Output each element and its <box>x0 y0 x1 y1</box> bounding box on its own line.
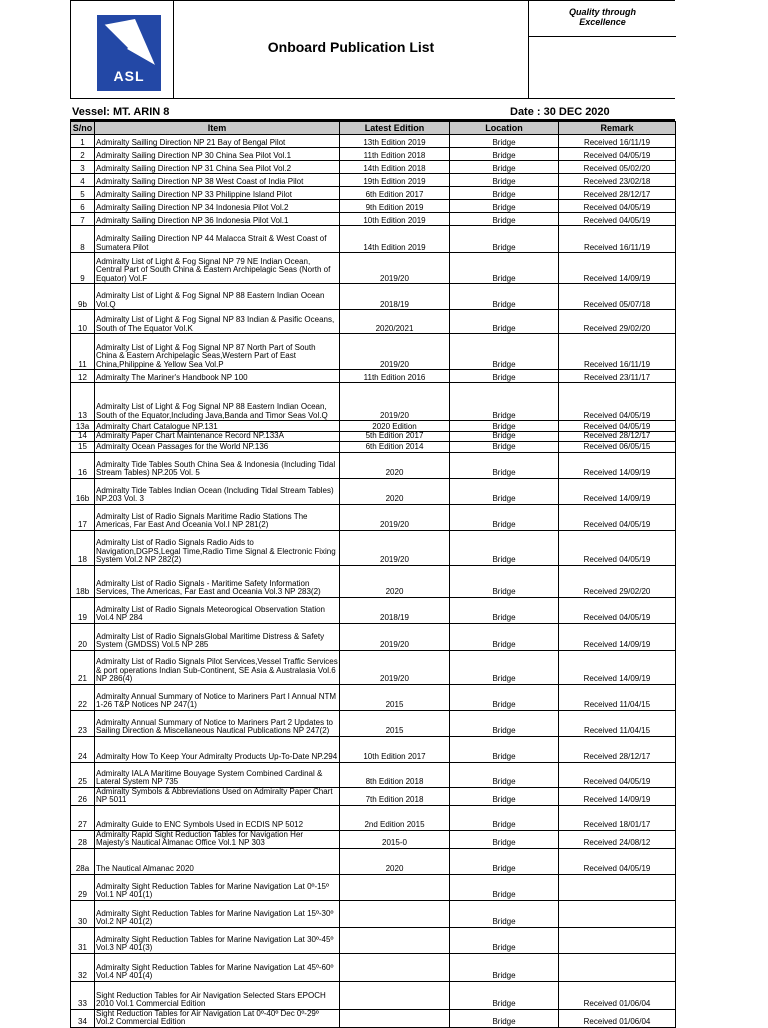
cell-location: Bridge <box>450 623 559 650</box>
cell-location: Bridge <box>450 874 559 900</box>
cell-sno: 18b <box>71 565 95 597</box>
cell-sno: 5 <box>71 187 95 200</box>
cell-sno: 3 <box>71 161 95 174</box>
cell-item: Admiralty Sailing Direction NP 34 Indonesia Pilot Vol.2 <box>95 200 340 213</box>
cell-edition: 2018/19 <box>340 284 450 310</box>
cell-item: Admiralty Sight Reduction Tables for Marine Navigation Lat 45º-60º Vol.4 NP 401(4) <box>95 953 340 981</box>
cell-edition: 7th Edition 2018 <box>340 787 450 805</box>
cell-location: Bridge <box>450 927 559 953</box>
cell-item: Admiralty Sailing Direction NP 44 Malacca Strait & West Coast of Sumatera Pilot <box>95 226 340 253</box>
cell-sno: 16b <box>71 478 95 504</box>
table-row <box>71 213 676 226</box>
cell-location: Bridge <box>450 597 559 623</box>
cell-edition: 10th Edition 2019 <box>340 213 450 226</box>
cell-remark: Received 24/08/12 <box>559 830 676 848</box>
table-row <box>71 597 676 623</box>
cell-remark: Received 16/11/19 <box>559 226 676 253</box>
cell-sno: 7 <box>71 213 95 226</box>
table-row <box>71 874 676 900</box>
cell-remark: Received 04/05/19 <box>559 421 676 432</box>
quality-line-2: Excellence <box>579 17 626 27</box>
cell-item: Admiralty Sight Reduction Tables for Marine Navigation Lat 15º-30º Vol.2 NP 401(2) <box>95 900 340 927</box>
table-row <box>71 565 676 597</box>
cell-edition: 6th Edition 2017 <box>340 187 450 200</box>
cell-location: Bridge <box>450 310 559 334</box>
cell-sno: 28 <box>71 830 95 848</box>
cell-item: Admiralty Sight Reduction Tables for Marine Navigation Lat 30º-45º Vol.3 NP 401(3) <box>95 927 340 953</box>
cell-item: Admiralty List of Radio Signals - Maritime Safety Information Services, The Americas, Far East and Oceania Vol.3 NP 283(2) <box>95 565 340 597</box>
cell-location: Bridge <box>450 161 559 174</box>
cell-item: Admiralty List of Light & Fog Signal NP 88 Eastern Indian Ocean Vol.Q <box>95 284 340 310</box>
cell-location: Bridge <box>450 650 559 684</box>
cell-item: Sight Reduction Tables for Air Navigation Selected Stars EPOCH 2010 Vol.1 Commercial Edition <box>95 981 340 1009</box>
table-row <box>71 684 676 710</box>
table-row <box>71 452 676 478</box>
cell-location: Bridge <box>450 441 559 452</box>
cell-edition <box>340 900 450 927</box>
cell-location: Bridge <box>450 253 559 284</box>
cell-remark: Received 04/05/19 <box>559 213 676 226</box>
cell-sno: 27 <box>71 805 95 830</box>
cell-remark: Received 05/02/20 <box>559 161 676 174</box>
cell-item: Admiralty Sailing Direction NP 38 West Coast of India Pilot <box>95 174 340 187</box>
table-row <box>71 135 676 148</box>
cell-remark: Received 05/07/18 <box>559 284 676 310</box>
cell-item: Admiralty Symbols & Abbreviations Used on Admiralty Paper Chart NP 5011 <box>95 787 340 805</box>
table-row <box>71 148 676 161</box>
table-header-row <box>71 122 676 135</box>
cell-remark: Received 28/12/17 <box>559 187 676 200</box>
table-row <box>71 200 676 213</box>
table-row <box>71 284 676 310</box>
cell-edition <box>340 874 450 900</box>
cell-location: Bridge <box>450 848 559 874</box>
cell-location: Bridge <box>450 226 559 253</box>
table-row <box>71 787 676 805</box>
cell-remark: Received 16/11/19 <box>559 334 676 370</box>
cell-remark: Received 14/09/19 <box>559 787 676 805</box>
cell-location: Bridge <box>450 981 559 1009</box>
cell-sno: 10 <box>71 310 95 334</box>
cell-location: Bridge <box>450 174 559 187</box>
cell-edition: 14th Edition 2018 <box>340 161 450 174</box>
cell-item: Admiralty Sailling Direction NP 21 Bay of Bengal Pilot <box>95 135 340 148</box>
company-logo <box>97 15 161 91</box>
cell-remark <box>559 927 676 953</box>
cell-remark: Received 29/02/20 <box>559 565 676 597</box>
cell-sno: 31 <box>71 927 95 953</box>
cell-location: Bridge <box>450 135 559 148</box>
cell-item: Admiralty List of Light & Fog Signal NP 87 North Part of South China & Eastern Archipelagic Seas,Western Part of East China,Philippine & Yellow Sea Vol.P <box>95 334 340 370</box>
cell-item: Admiralty List of Radio Signals Meteorogical Observation Station Vol.4 NP 284 <box>95 597 340 623</box>
table-row <box>71 710 676 736</box>
col-header-edition: Latest Edition <box>340 122 450 135</box>
table-row <box>71 981 676 1009</box>
cell-edition: 14th Edition 2019 <box>340 226 450 253</box>
cell-sno: 9b <box>71 284 95 310</box>
cell-location: Bridge <box>450 148 559 161</box>
cell-edition: 2020 <box>340 848 450 874</box>
table-row <box>71 504 676 530</box>
cell-sno: 12 <box>71 370 95 383</box>
table-row <box>71 310 676 334</box>
cell-sno: 34 <box>71 1009 95 1027</box>
cell-sno: 20 <box>71 623 95 650</box>
cell-sno: 24 <box>71 736 95 762</box>
cell-edition: 2020 <box>340 565 450 597</box>
cell-sno: 1 <box>71 135 95 148</box>
cell-edition: 2019/20 <box>340 504 450 530</box>
table-row <box>71 161 676 174</box>
cell-location: Bridge <box>450 565 559 597</box>
cell-sno: 15 <box>71 441 95 452</box>
cell-item: Admiralty Sailing Direction NP 31 China Sea Pilot Vol.2 <box>95 161 340 174</box>
table-row <box>71 334 676 370</box>
cell-remark: Received 04/05/19 <box>559 848 676 874</box>
cell-location: Bridge <box>450 370 559 383</box>
cell-edition: 10th Edition 2017 <box>340 736 450 762</box>
table-row <box>71 953 676 981</box>
cell-sno: 13a <box>71 421 95 432</box>
cell-item: Admiralty Ocean Passages for the World NP.136 <box>95 441 340 452</box>
cell-location: Bridge <box>450 504 559 530</box>
cell-edition: 8th Edition 2018 <box>340 762 450 787</box>
cell-edition: 2020/2021 <box>340 310 450 334</box>
cell-edition: 2020 <box>340 452 450 478</box>
table-row <box>71 623 676 650</box>
cell-item: Admiralty How To Keep Your Admiralty Products Up-To-Date NP.294 <box>95 736 340 762</box>
cell-edition <box>340 1009 450 1027</box>
cell-remark: Received 14/09/19 <box>559 253 676 284</box>
table-row <box>71 253 676 284</box>
cell-remark: Received 01/06/04 <box>559 981 676 1009</box>
cell-remark: Received 14/09/19 <box>559 478 676 504</box>
cell-remark: Received 14/09/19 <box>559 650 676 684</box>
cell-edition: 11th Edition 2016 <box>340 370 450 383</box>
cell-sno: 29 <box>71 874 95 900</box>
cell-remark: Received 28/12/17 <box>559 432 676 442</box>
cell-sno: 18 <box>71 530 95 565</box>
cell-sno: 32 <box>71 953 95 981</box>
table-row <box>71 848 676 874</box>
cell-remark: Received 11/04/15 <box>559 684 676 710</box>
cell-edition: 2018/19 <box>340 597 450 623</box>
cell-edition: 2019/20 <box>340 623 450 650</box>
cell-sno: 28a <box>71 848 95 874</box>
cell-item: Admiralty Paper Chart Maintenance Record NP.133A <box>95 432 340 442</box>
cell-item: Admiralty Sailing Direction NP 36 Indonesia Pilot Vol.1 <box>95 213 340 226</box>
cell-sno: 11 <box>71 334 95 370</box>
cell-item: Admiralty List of Light & Fog Signal NP 88 Eastern Indian Ocean, South of the Equator,Including Java,Banda and Timor Seas Vol.Q <box>95 383 340 421</box>
cell-sno: 4 <box>71 174 95 187</box>
cell-location: Bridge <box>450 530 559 565</box>
cell-edition: 2019/20 <box>340 383 450 421</box>
cell-item: Admiralty List of Radio Signals Pilot Services,Vessel Traffic Services & port operations Indian Sub-Continent, SE Asia & Australasia Vol.6 NP 286(4) <box>95 650 340 684</box>
table-row <box>71 830 676 848</box>
cell-location: Bridge <box>450 213 559 226</box>
cell-remark <box>559 900 676 927</box>
cell-edition: 13th Edition 2019 <box>340 135 450 148</box>
table-row <box>71 441 676 452</box>
cell-item: Admiralty Annual Summary of Notice to Mariners Part I Annual NTM 1-26 T&P Notices NP 247(1) <box>95 684 340 710</box>
cell-edition: 19th Edition 2019 <box>340 174 450 187</box>
cell-edition: 2019/20 <box>340 334 450 370</box>
cell-item: Admiralty Guide to ENC Symbols Used in ECDIS NP 5012 <box>95 805 340 830</box>
table-row <box>71 187 676 200</box>
table-row <box>71 174 676 187</box>
cell-remark: Received 29/02/20 <box>559 310 676 334</box>
cell-sno: 33 <box>71 981 95 1009</box>
cell-remark: Received 04/05/19 <box>559 762 676 787</box>
cell-sno: 19 <box>71 597 95 623</box>
cell-remark: Received 04/05/19 <box>559 597 676 623</box>
cell-edition: 11th Edition 2018 <box>340 148 450 161</box>
cell-item: Admiralty Annual Summary of Notice to Mariners Part 2 Updates to Sailing Direction & Miscellaneous Nautical Publications NP 247(2) <box>95 710 340 736</box>
cell-remark: Received 04/05/19 <box>559 148 676 161</box>
logo-text: ASL <box>113 68 145 84</box>
cell-location: Bridge <box>450 334 559 370</box>
cell-location: Bridge <box>450 953 559 981</box>
table-row <box>71 432 676 442</box>
cell-item: Admiralty Sailing Direction NP 33 Philippine Island Pilot <box>95 187 340 200</box>
cell-item: Admiralty List of Light & Fog Signal NP 83 Indian & Pasific Oceans, South of The Equator Vol.K <box>95 310 340 334</box>
cell-item: Admiralty Tide Tables Indian Ocean (Including Tidal Stream Tables) NP.203 Vol. 3 <box>95 478 340 504</box>
table-body <box>71 135 676 1028</box>
cell-sno: 30 <box>71 900 95 927</box>
cell-sno: 16 <box>71 452 95 478</box>
publication-table <box>70 121 676 1028</box>
cell-item: Admiralty Chart Catalogue NP.131 <box>95 421 340 432</box>
cell-sno: 8 <box>71 226 95 253</box>
cell-location: Bridge <box>450 736 559 762</box>
cell-location: Bridge <box>450 710 559 736</box>
cell-item: Admiralty Sight Reduction Tables for Marine Navigation Lat 0º-15º Vol.1 NP 401(1) <box>95 874 340 900</box>
col-header-location: Location <box>450 122 559 135</box>
cell-remark: Received 06/05/15 <box>559 441 676 452</box>
cell-item: Admiralty List of Light & Fog Signal NP 79 NE Indian Ocean, Central Part of South China & Eastern Archipelagic Seas (North of Equator) Vol.F <box>95 253 340 284</box>
cell-remark: Received 14/09/19 <box>559 623 676 650</box>
table-row <box>71 421 676 432</box>
cell-edition <box>340 927 450 953</box>
table-row <box>71 226 676 253</box>
cell-item: Admiralty Sailing Direction NP 30 China Sea Pilot Vol.1 <box>95 148 340 161</box>
cell-remark: Received 18/01/17 <box>559 805 676 830</box>
vessel-line <box>70 99 675 121</box>
cell-location: Bridge <box>450 805 559 830</box>
cell-sno: 23 <box>71 710 95 736</box>
cell-edition <box>340 953 450 981</box>
cell-sno: 26 <box>71 787 95 805</box>
table-row <box>71 650 676 684</box>
vessel-name: Vessel: MT. ARIN 8 <box>72 106 170 118</box>
cell-remark: Received 14/09/19 <box>559 452 676 478</box>
cell-location: Bridge <box>450 830 559 848</box>
cell-remark: Received 04/05/19 <box>559 504 676 530</box>
col-header-remark: Remark <box>559 122 676 135</box>
cell-edition: 2020 Edition <box>340 421 450 432</box>
logo-cell <box>71 1 174 99</box>
cell-item: Admiralty List of Radio Signals Maritime Radio Stations The Americas, Far East And Oceania Vol.I NP 281(2) <box>95 504 340 530</box>
cell-remark <box>559 953 676 981</box>
cell-location: Bridge <box>450 900 559 927</box>
table-row <box>71 370 676 383</box>
cell-item: Sight Reduction Tables for Air Navigation Lat 0º-40º Dec 0º-29º Vol.2 Commercial Edition <box>95 1009 340 1027</box>
cell-item: Admiralty IALA Maritime Bouyage System Combined Cardinal & Lateral System NP 735 <box>95 762 340 787</box>
cell-remark: Received 01/06/04 <box>559 1009 676 1027</box>
cell-item: Admiralty List of Radio SignalsGlobal Maritime Distress & Safety System (GMDSS) Vol.5 NP 285 <box>95 623 340 650</box>
cell-edition: 2nd Edition 2015 <box>340 805 450 830</box>
cell-item: The Nautical Almanac 2020 <box>95 848 340 874</box>
cell-location: Bridge <box>450 200 559 213</box>
cell-location: Bridge <box>450 421 559 432</box>
cell-sno: 13 <box>71 383 95 421</box>
col-header-item: Item <box>95 122 340 135</box>
cell-location: Bridge <box>450 787 559 805</box>
document-date: Date : 30 DEC 2020 <box>510 106 610 118</box>
cell-item: Admiralty List of Radio Signals Radio Aids to Navigation,DGPS,Legal Time,Radio Time Signal & Electronic Fixing System Vol.2 NP 282(2) <box>95 530 340 565</box>
title-cell <box>174 1 529 99</box>
cell-remark: Received 23/11/17 <box>559 370 676 383</box>
cell-edition: 2019/20 <box>340 650 450 684</box>
cell-edition: 2015 <box>340 684 450 710</box>
cell-location: Bridge <box>450 478 559 504</box>
cell-remark: Received 04/05/19 <box>559 530 676 565</box>
cell-sno: 21 <box>71 650 95 684</box>
cell-edition <box>340 981 450 1009</box>
cell-sno: 22 <box>71 684 95 710</box>
table-row <box>71 736 676 762</box>
cell-location: Bridge <box>450 284 559 310</box>
cell-edition: 9th Edition 2019 <box>340 200 450 213</box>
cell-edition: 2015-0 <box>340 830 450 848</box>
cell-sno: 14 <box>71 432 95 442</box>
table-row <box>71 805 676 830</box>
col-header-sno: S/no <box>71 122 95 135</box>
cell-sno: 6 <box>71 200 95 213</box>
cell-location: Bridge <box>450 187 559 200</box>
cell-sno: 9 <box>71 253 95 284</box>
table-row <box>71 900 676 927</box>
table-row <box>71 383 676 421</box>
quality-line-1: Quality through <box>569 7 636 17</box>
cell-location: Bridge <box>450 1009 559 1027</box>
cell-location: Bridge <box>450 762 559 787</box>
quality-slogan <box>529 1 676 37</box>
cell-remark: Received 16/11/19 <box>559 135 676 148</box>
cell-remark: Received 04/05/19 <box>559 200 676 213</box>
table-row <box>71 478 676 504</box>
cell-edition: 2019/20 <box>340 530 450 565</box>
document-title: Onboard Publication List <box>267 39 435 55</box>
cell-remark: Received 11/04/15 <box>559 710 676 736</box>
cell-location: Bridge <box>450 432 559 442</box>
cell-location: Bridge <box>450 452 559 478</box>
cell-item: Admiralty Rapid Sight Reduction Tables for Navigation Her Majesty's Nautical Almanac Office Vol.1 NP 303 <box>95 830 340 848</box>
cell-edition: 2019/20 <box>340 253 450 284</box>
cell-location: Bridge <box>450 383 559 421</box>
table-row <box>71 1009 676 1027</box>
cell-item: Admiralty The Mariner's Handbook NP 100 <box>95 370 340 383</box>
cell-remark: Received 04/05/19 <box>559 383 676 421</box>
cell-edition: 2020 <box>340 478 450 504</box>
table-row <box>71 530 676 565</box>
document-header <box>70 0 675 99</box>
cell-item: Admiralty Tide Tables South China Sea & Indonesia (Including Tidal Stream Tables) NP.205 Vol. 5 <box>95 452 340 478</box>
cell-remark: Received 28/12/17 <box>559 736 676 762</box>
cell-remark: Received 23/02/18 <box>559 174 676 187</box>
cell-edition: 2015 <box>340 710 450 736</box>
cell-edition: 5th Edition 2017 <box>340 432 450 442</box>
cell-location: Bridge <box>450 684 559 710</box>
cell-edition: 6th Edition 2014 <box>340 441 450 452</box>
cell-sno: 17 <box>71 504 95 530</box>
cell-sno: 2 <box>71 148 95 161</box>
cell-sno: 25 <box>71 762 95 787</box>
table-row <box>71 927 676 953</box>
table-row <box>71 762 676 787</box>
cell-remark <box>559 874 676 900</box>
